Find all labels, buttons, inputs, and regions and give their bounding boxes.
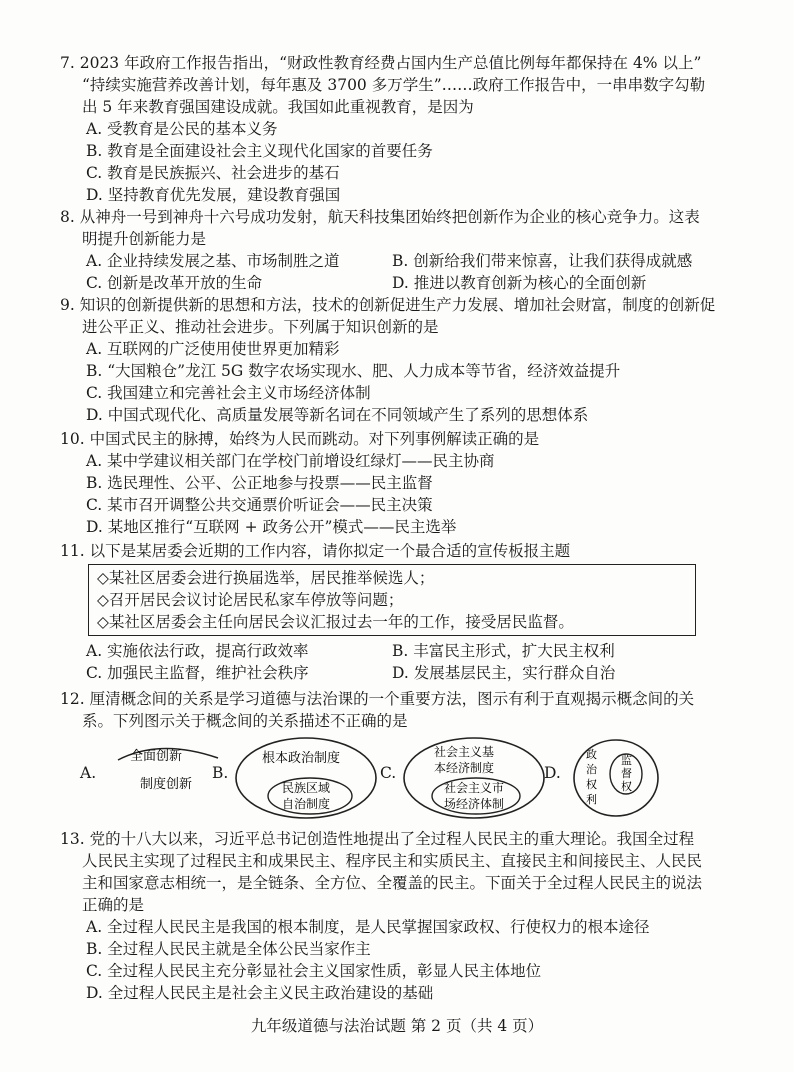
question-8-option-row <box>60 272 760 294</box>
question-12-stem-line: 12. 厘清概念间的关系是学习道德与法治课的一个重要方法，图示有利于直观揭示概念间的关 <box>60 690 695 708</box>
question-13-stem-line: 正确的是 <box>82 896 145 914</box>
question-11-box-item: ◇某社区居委会主任向居民会议汇报过去一年的工作，接受居民监督。 <box>97 613 574 631</box>
page-footer: 九年级道德与法治试题 第 2 页（共 4 页） <box>250 1017 544 1035</box>
diagram-b <box>232 734 382 822</box>
diagram-a-label: A. <box>80 764 97 782</box>
diagram-a-outer-text: 全面创新 <box>130 749 183 764</box>
diagram-b-inner-text: 民族区域 <box>282 781 331 795</box>
question-8-option-row <box>60 250 760 272</box>
question-10-stem-line: 10. 中国式民主的脉搏，始终为人民而跳动。对下列事例解读正确的是 <box>60 430 540 448</box>
question-9-option-b: B. “大国粮仓”龙江 5G 数字农场实现水、肥、人力成本等节省，经济效益提升 <box>86 362 621 380</box>
diagram-b-outer-text: 根本政治制度 <box>262 751 341 766</box>
question-11-option-row <box>60 662 760 684</box>
diagram-c-outer-text: 社会主义基 <box>434 745 495 759</box>
question-11-option-row <box>60 640 760 662</box>
diagram-d-inner-char: 督 <box>621 767 632 780</box>
diagram-d-outer-char: 权 <box>586 778 597 791</box>
question-9-stem-line: 9. 知识的创新提供新的思想和方法，技术的创新促进生产力发展、增加社会财富，制度的创新促 <box>60 296 716 314</box>
question-8-stem-line: 明提升创新能力是 <box>82 230 207 248</box>
question-8-option-a: A. 企业持续发展之基、市场制胜之道 <box>86 252 340 270</box>
question-7-option-b: B. 教育是全面建设社会主义现代化国家的首要任务 <box>86 142 433 160</box>
question-13-option-d: D. 全过程人民民主是社会主义民主政治建设的基础 <box>86 984 434 1002</box>
question-8-stem-line: 8. 从神舟一号到神舟十六号成功发射，航天科技集团始终把创新作为企业的核心竞争力。这表 <box>60 208 700 226</box>
diagram-c <box>400 734 550 822</box>
question-11-option-b: B. 丰富民主形式，扩大民主权利 <box>392 642 615 660</box>
question-11-box-item: ◇某社区居委会进行换届选举，居民推举候选人； <box>97 569 435 587</box>
question-10-option-c: C. 某市召开调整公共交通票价听证会——民主决策 <box>86 496 433 514</box>
question-10-option-a: A. 某中学建议相关部门在学校门前增设红绿灯——民主协商 <box>86 452 495 470</box>
question-8-option-b: B. 创新给我们带来惊喜，让我们获得成就感 <box>392 252 693 270</box>
question-9-option-c: C. 我国建立和完善社会主义市场经济体制 <box>86 384 371 402</box>
diagram-d-inner-char: 权 <box>621 780 632 793</box>
question-9 <box>60 294 760 426</box>
diagram-b-inner-text: 自治制度 <box>282 797 331 811</box>
diagram-d-outer-char: 利 <box>586 793 597 806</box>
question-12 <box>60 688 760 732</box>
question-7-option-c: C. 教育是民族振兴、社会进步的基石 <box>86 164 340 182</box>
question-12-diagrams <box>60 734 760 822</box>
question-7-option-a: A. 受教育是公民的基本义务 <box>86 120 278 138</box>
question-9-option-d: D. 中国式现代化、高质量发展等新名词在不同领域产生了系列的思想体系 <box>86 406 589 424</box>
question-13-option-a: A. 全过程人民民主是我国的根本制度，是人民掌握国家政权、行使权力的根本途径 <box>86 918 650 936</box>
question-8 <box>60 206 760 294</box>
question-13-option-c: C. 全过程人民民主充分彰显社会主义国家性质，彰显人民主体地位 <box>86 962 542 980</box>
diagram-b-label: B. <box>212 764 229 782</box>
question-9-stem-line: 进公平正义、推动社会进步。下列属于知识创新的是 <box>82 318 439 336</box>
question-13-stem-line: 人民民主实现了过程民主和成果民主、程序民主和实质民主、直接民主和间接民主、人民民 <box>82 852 703 870</box>
question-7-option-d: D. 坚持教育优先发展，建设教育强国 <box>86 186 341 204</box>
diagram-c-inner-text: 场经济体制 <box>444 797 505 811</box>
diagram-c-outer-text: 本经济制度 <box>434 761 495 775</box>
diagram-d-inner-char: 监 <box>621 754 632 767</box>
diagram-a-inner-text: 制度创新 <box>140 777 193 792</box>
question-11-stem-line: 11. 以下是某居委会近期的工作内容，请你拟定一个最合适的宣传板报主题 <box>60 542 571 560</box>
question-13-stem-line: 主和国家意志相统一，是全链条、全方位、全覆盖的民主。下面关于全过程人民民主的说法 <box>82 874 703 892</box>
question-10-option-d: D. 某地区推行“互联网 + 政务公开”模式——民主选举 <box>86 518 457 536</box>
question-7-stem-line: 7. 2023 年政府工作报告指出，“财政性教育经费占国内生产总值比例每年都保持在 4% 以上” <box>60 54 702 72</box>
diagram-d <box>566 736 666 820</box>
diagram-a <box>100 734 230 814</box>
question-8-option-c: C. 创新是改革开放的生命 <box>86 274 263 292</box>
question-11 <box>60 540 760 684</box>
question-13-stem-line: 13. 党的十八大以来，习近平总书记创造性地提出了全过程人民民主的重大理论。我国全过程 <box>60 830 695 848</box>
diagram-d-label: D. <box>544 764 561 782</box>
question-7 <box>60 52 760 206</box>
question-9-option-a: A. 互联网的广泛使用使世界更加精彩 <box>86 340 340 358</box>
question-10 <box>60 428 760 538</box>
diagram-d-outer-char: 政 <box>586 748 597 761</box>
question-11-option-c: C. 加强民主监督，维护社会秩序 <box>86 664 309 682</box>
question-11-box-item: ◇召开居民会议讨论居民私家车停放等问题； <box>97 591 404 609</box>
question-13-option-b: B. 全过程人民民主就是全体公民当家作主 <box>86 940 371 958</box>
question-10-option-b: B. 选民理性、公平、公正地参与投票——民主监督 <box>86 474 433 492</box>
question-13 <box>60 828 760 1004</box>
diagram-c-inner-text: 社会主义市 <box>444 781 505 795</box>
diagram-d-outer-char: 治 <box>586 763 597 776</box>
question-12-stem-line: 系。下列图示关于概念间的关系描述不正确的是 <box>82 712 408 730</box>
question-11-work-box <box>88 564 696 636</box>
diagram-c-label: C. <box>380 764 397 782</box>
question-8-option-d: D. 推进以教育创新为核心的全面创新 <box>392 274 647 292</box>
question-7-stem-line: 出 5 年来教育强国建设成就。我国如此重视教育，是因为 <box>82 98 474 116</box>
question-11-option-a: A. 实施依法行政，提高行政效率 <box>86 642 309 660</box>
question-11-option-d: D. 发展基层民主，实行群众自治 <box>392 664 616 682</box>
question-7-stem-line: “持续实施营养改善计划，每年惠及 3700 多万学生”……政府工作报告中，一串串数字勾勒 <box>82 76 706 94</box>
